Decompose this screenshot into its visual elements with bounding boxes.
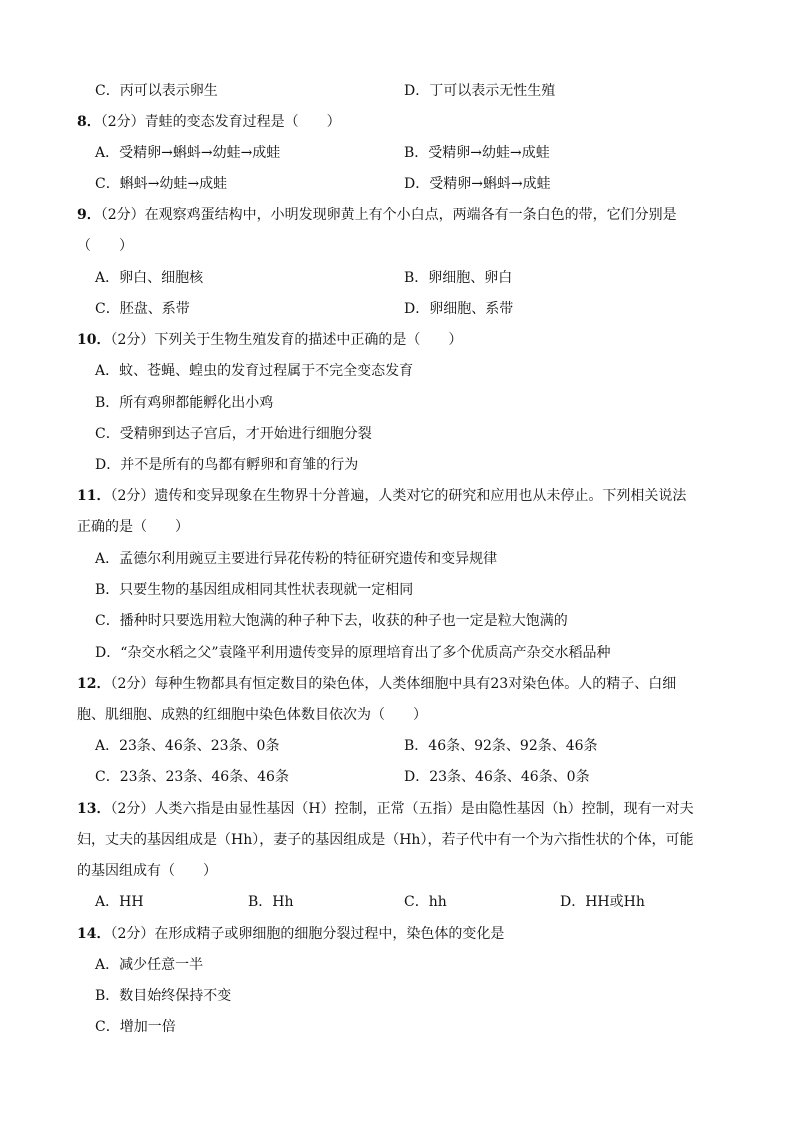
option-d: D．23条、46条、46条、0条 [404,769,590,785]
question-text: （2分）每种生物都具有恒定数目的染色体，人类体细胞中具有23对染色体。人的精子、白细 [110,676,677,692]
question-13 [77,799,694,819]
option-a: A．减少任意一半 [95,957,204,973]
question-text: （2分）人类六指是由显性基因（H）控制，正常（五指）是由隐性基因（h）控制，现有一对夫 [110,801,694,817]
question-text: （2分）在观察鸡蛋结构中，小明发现卵黄上有个小白点，两端各有一条白色的带，它们分别是 [100,207,677,223]
question-8 [77,112,341,132]
option-d: D．“杂交水稻之父”袁隆平利用遗传变异的原理培育出了多个优质高产杂交水稻品种 [95,645,611,661]
option-b: B．所有鸡卵都能孵化出小鸡 [95,395,274,411]
option-a: A．23条、46条、23条、0条 [95,738,280,754]
option-d: D．受精卵→蝌蚪→成蛙 [404,176,551,192]
question-14 [77,924,504,944]
option-c: C．胚盘、系带 [95,301,190,317]
question-number: 12． [77,676,111,692]
option-b: B．卵细胞、卵白 [404,270,513,286]
option-b: B．46条、92条、92条、46条 [404,738,598,754]
question-13-continued: 妇，丈夫的基因组成是（Hh），妻子的基因组成是（Hh），若子代中有一个为六指性状的个体，可能 [77,832,694,848]
option-c: C．播种时只要选用粒大饱满的种子种下去，收获的种子也一定是粒大饱满的 [95,613,568,629]
question-number: 11． [77,488,111,504]
option-d: D．并不是所有的鸟都有孵卵和育雏的行为 [95,457,359,473]
question-text: （2分）遗传和变异现象在生物界十分普遍，人类对它的研究和应用也从未停止。下列相关说法 [110,488,687,504]
option-a: A．蚊、苍蝇、蝗虫的发育过程属于不完全变态发育 [95,363,414,379]
question-number: 10． [77,332,111,348]
question-number: 14． [77,926,111,942]
option-a: A．HH [95,894,144,910]
question-9-continued: （ ） [77,238,133,254]
question-12-continued: 胞、肌细胞、成熟的红细胞中染色体数目依次为（ ） [77,707,427,723]
option-b: B．只要生物的基因组成相同其性状表现就一定相同 [95,582,414,598]
question-text: （2分）青蛙的变态发育过程是（ ） [100,114,341,130]
option-a: A．卵白、细胞核 [95,270,204,286]
option-b: B．受精卵→幼蛙→成蛙 [404,145,550,161]
option-c: C．丙可以表示卵生 [95,83,218,99]
option-c: C．增加一倍 [95,1019,176,1035]
question-text: （2分）下列关于生物生殖发育的描述中正确的是（ ） [110,332,463,348]
option-c: C．受精卵到达子宫后，才开始进行细胞分裂 [95,426,372,442]
option-d: D．HH或Hh [560,894,645,910]
question-13-continued: 的基因组成有（ ） [77,863,217,879]
option-b: B．数目始终保持不变 [95,988,232,1004]
question-number: 9． [77,207,101,223]
question-9 [77,205,677,225]
question-text: （2分）在形成精子或卵细胞的细胞分裂过程中，染色体的变化是 [110,926,505,942]
option-c: C．蝌蚪→幼蛙→成蛙 [95,176,228,192]
option-a: A．受精卵→蝌蚪→幼蛙→成蛙 [95,145,281,161]
option-d: D．卵细胞、系带 [404,301,514,317]
question-11-continued: 正确的是（ ） [77,519,189,535]
option-a: A．孟德尔利用豌豆主要进行异花传粉的特征研究遗传和变异规律 [95,551,498,567]
option-d: D．丁可以表示无性生殖 [404,83,556,99]
question-10 [77,330,462,350]
option-b: B．Hh [248,894,294,910]
option-c: C．hh [404,894,447,910]
question-12 [77,674,676,694]
question-number: 13． [77,801,111,817]
question-11 [77,486,686,506]
option-c: C．23条、23条、46条、46条 [95,769,289,785]
question-number: 8． [77,114,101,130]
